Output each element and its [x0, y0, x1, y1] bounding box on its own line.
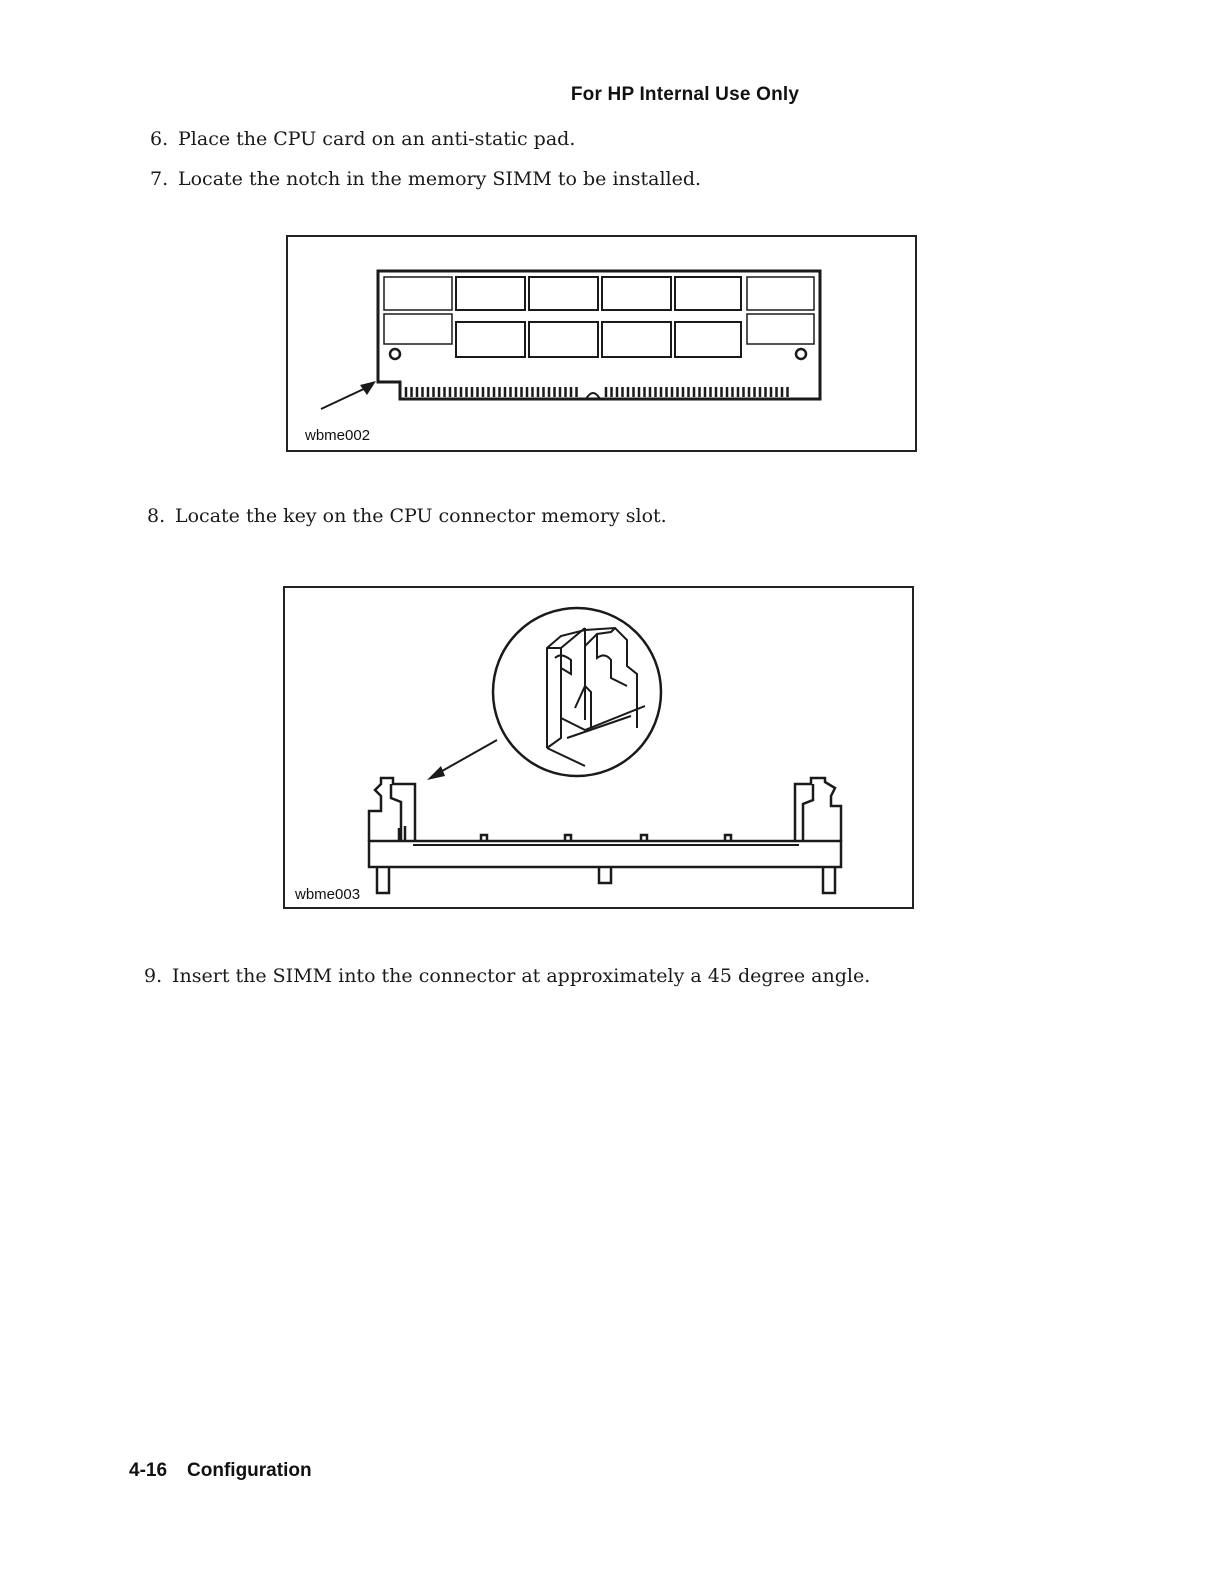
internal-use-banner: For HP Internal Use Only	[570, 84, 800, 105]
simm-module-illustration	[288, 237, 915, 450]
page-footer	[129, 1460, 312, 1482]
figure-label: wbme002	[305, 427, 371, 444]
step-number: 9.	[144, 965, 163, 987]
section-title: Configuration	[187, 1460, 312, 1481]
step-text: Locate the notch in the memory SIMM to be installed.	[178, 168, 702, 190]
simm-figure	[286, 235, 917, 452]
step-number: 7.	[150, 168, 169, 190]
step-6	[150, 128, 575, 150]
step-number: 8.	[147, 505, 166, 527]
step-number: 6.	[150, 128, 169, 150]
page-header	[0, 84, 1224, 106]
connector-slot-illustration	[285, 588, 912, 907]
step-9	[144, 965, 870, 987]
step-text: Place the CPU card on an anti-static pad.	[178, 128, 576, 150]
step-8	[147, 505, 667, 527]
step-7	[150, 168, 701, 190]
page-number: 4-16	[129, 1460, 168, 1481]
step-text: Insert the SIMM into the connector at approximately a 45 degree angle.	[172, 965, 871, 987]
connector-figure	[283, 586, 914, 909]
step-text: Locate the key on the CPU connector memory slot.	[175, 505, 667, 527]
figure-label: wbme003	[295, 886, 361, 903]
